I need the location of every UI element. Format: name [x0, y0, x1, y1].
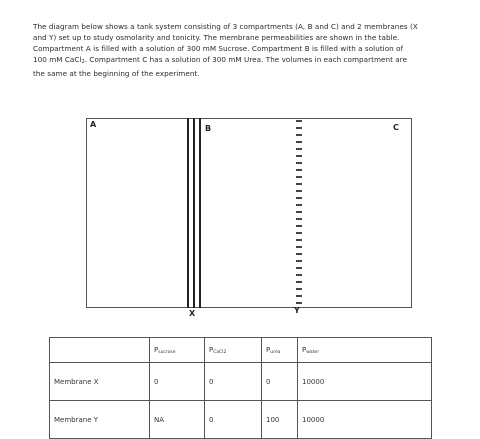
description-line: The diagram below shows a tank system consisting of 3 compartments (A, B and C) and 2 membranes (X: [33, 22, 418, 31]
description-fragment: . Compartment C has a solution of 300 mM Urea. The volumes in each compartment are: [84, 55, 408, 65]
description-line: the same at the beginning of the experiment.: [33, 69, 200, 79]
table-header-cell: $P_{urea}$: [262, 338, 298, 363]
compartment-a-label: A: [90, 120, 97, 129]
tank-outline: [86, 118, 412, 308]
table-cell: 0: [262, 363, 298, 401]
compartment-c-label: C: [393, 123, 399, 132]
description-subscript: 2: [81, 59, 85, 66]
description-line: Compartment A is filled with a solution of 300 mM Sucrose. Compartment B is filled with a solution of: [33, 44, 404, 54]
table-header-row: [50, 338, 432, 363]
membrane-x-label: X: [189, 309, 196, 318]
table-cell: 10000: [298, 401, 432, 439]
membrane-x: [187, 118, 201, 308]
table-header-cell: $P_{water}$: [298, 338, 432, 363]
description-line: and Y) set up to study osmolarity and tonicity. The membrane permeabilities are shown in the table.: [33, 33, 400, 43]
table-cell: Membrane Y: [50, 401, 150, 439]
table-cell: NA: [150, 401, 205, 439]
table-row: [50, 363, 432, 401]
table-cell: 10000: [298, 363, 432, 401]
table-cell: 0: [205, 363, 262, 401]
table-cell: 0: [205, 401, 262, 439]
membrane-y: [296, 120, 302, 306]
permeability-table: [49, 337, 432, 439]
table-header-cell: $P_{sucrose}$: [150, 338, 205, 363]
description-line: [33, 54, 453, 68]
membrane-y-label: Y: [294, 306, 300, 315]
table-row: [50, 401, 432, 439]
table-header-cell: $P_{CaCl2}$: [205, 338, 262, 363]
table-header-cell: [50, 338, 150, 363]
description-fragment: 100 mM CaCl: [33, 55, 82, 65]
problem-description: [33, 21, 453, 79]
table-cell: 0: [150, 363, 205, 401]
table-cell: 100: [262, 401, 298, 439]
table-cell: Membrane X: [50, 363, 150, 401]
compartment-b-label: B: [205, 124, 212, 133]
